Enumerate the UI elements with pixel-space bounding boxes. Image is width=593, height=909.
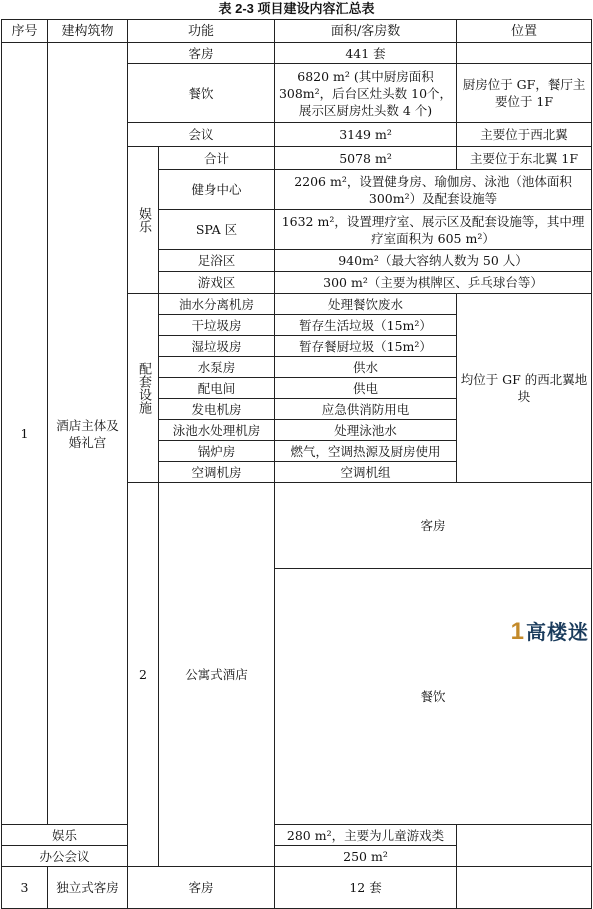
row-number: 1	[2, 43, 48, 825]
area-cell: 280 m²，主要为儿童游戏类	[275, 825, 457, 846]
location-cell: 主要位于西北翼	[457, 123, 592, 147]
area-cell: 处理泳池水	[275, 420, 457, 441]
header-building: 建构筑物	[48, 20, 128, 43]
function-cell: 健身中心	[159, 170, 275, 210]
function-cell: 水泵房	[159, 357, 275, 378]
header-area: 面积/客房数	[275, 20, 457, 43]
table-caption: 表 2-3 项目建设内容汇总表	[218, 1, 375, 16]
function-cell: 发电机房	[159, 399, 275, 420]
area-cell: 300 m²（主要为棋牌区、乒乓球台等）	[275, 272, 592, 294]
row-number: 2	[128, 483, 159, 867]
area-cell: 暂存生活垃圾（15m²）	[275, 315, 457, 336]
function-cell: 餐饮	[275, 569, 592, 825]
area-cell: 应急供消防用电	[275, 399, 457, 420]
row-number: 3	[2, 867, 48, 909]
function-cell: 锅炉房	[159, 441, 275, 462]
support-label: 配套设施	[128, 294, 159, 483]
watermark-logo	[511, 616, 589, 646]
table-row	[2, 43, 592, 64]
table-row	[2, 846, 592, 867]
location-cell	[457, 43, 592, 64]
function-cell: 合计	[159, 147, 275, 170]
table-row	[2, 867, 592, 909]
area-cell: 空调机组	[275, 462, 457, 483]
area-cell: 250 m²	[275, 846, 457, 867]
area-cell: 940m²（最大容纳人数为 50 人）	[275, 250, 592, 272]
area-cell: 6820 m² (其中厨房面积308m²，后台区灶头数 10个，展示区厨房灶头数 4 个)	[275, 64, 457, 123]
area-cell: 供水	[275, 357, 457, 378]
entertainment-label: 娱乐	[128, 147, 159, 294]
function-cell: 泳池水处理机房	[159, 420, 275, 441]
area-cell: 3149 m²	[275, 123, 457, 147]
function-cell: 办公会议	[2, 846, 128, 867]
area-cell: 处理餐饮废水	[275, 294, 457, 315]
location-cell: 均位于 GF 的西北翼地块	[457, 294, 592, 483]
area-cell: 2206 m²，设置健身房、瑜伽房、泳池（池体面积300m²）及配套设施等	[275, 170, 592, 210]
location-cell	[457, 867, 592, 909]
location-cell: 主要位于东北翼 1F	[457, 147, 592, 170]
area-cell: 燃气，空调热源及厨房使用	[275, 441, 457, 462]
function-cell: 客房	[275, 483, 592, 569]
function-cell: 干垃圾房	[159, 315, 275, 336]
function-cell: 客房	[128, 43, 275, 64]
area-cell: 12 套	[275, 867, 457, 909]
function-cell: 娱乐	[2, 825, 128, 846]
area-cell: 1632 m²，设置理疗室、展示区及配套设施等，其中理疗室面积为 605 m²）	[275, 210, 592, 250]
watermark-text: 高楼迷	[526, 622, 589, 644]
header-location: 位置	[457, 20, 592, 43]
table-row	[2, 825, 592, 846]
building-name: 公寓式酒店	[159, 483, 275, 867]
project-summary-table	[1, 19, 592, 909]
location-cell: 厨房位于 GF，餐厅主要位于 1F	[457, 64, 592, 123]
header-row	[2, 20, 592, 43]
watermark-digit: 1	[510, 618, 525, 645]
function-cell: 油水分离机房	[159, 294, 275, 315]
function-cell: 湿垃圾房	[159, 336, 275, 357]
function-cell: 足浴区	[159, 250, 275, 272]
area-cell: 供电	[275, 378, 457, 399]
function-cell: SPA 区	[159, 210, 275, 250]
header-function: 功能	[128, 20, 275, 43]
area-cell: 暂存餐厨垃圾（15m²）	[275, 336, 457, 357]
area-cell: 441 套	[275, 43, 457, 64]
function-cell: 空调机房	[159, 462, 275, 483]
area-cell: 5078 m²	[275, 147, 457, 170]
function-cell: 会议	[128, 123, 275, 147]
building-name: 酒店主体及婚礼宫	[48, 43, 128, 825]
building-name: 独立式客房	[48, 867, 128, 909]
function-cell: 客房	[128, 867, 275, 909]
function-cell: 配电间	[159, 378, 275, 399]
function-cell: 餐饮	[128, 64, 275, 123]
header-no: 序号	[2, 20, 48, 43]
function-cell: 游戏区	[159, 272, 275, 294]
